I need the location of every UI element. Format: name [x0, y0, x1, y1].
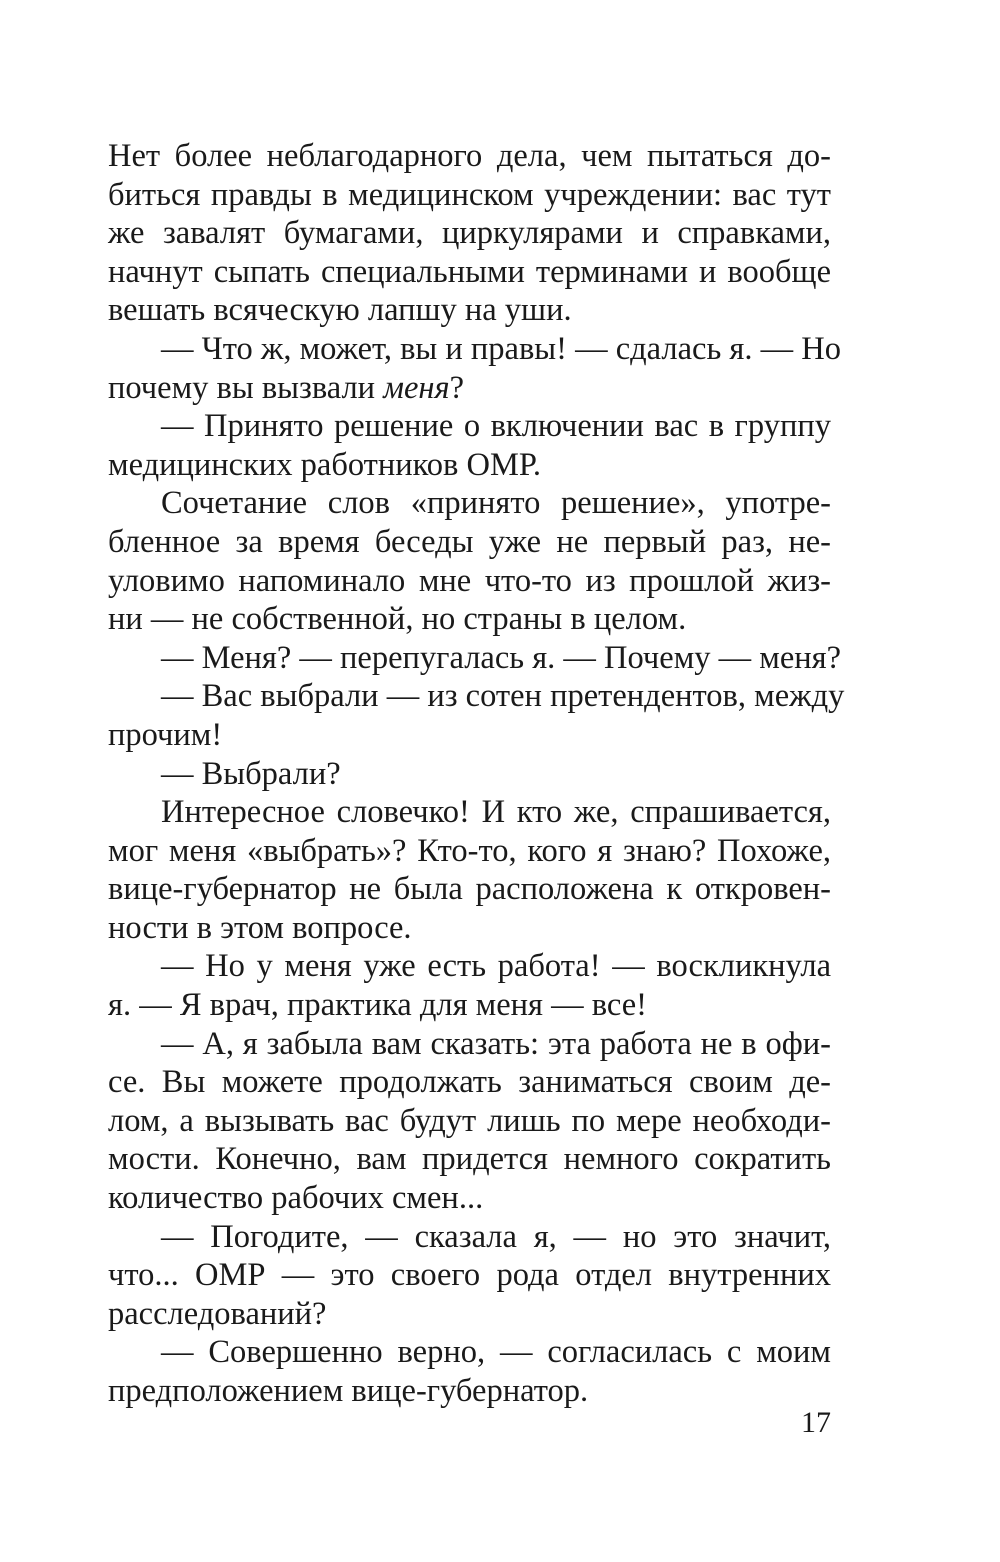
text-line: биться правды в медицинском учреждении: вас тут	[108, 176, 831, 213]
text-line: — Погодите, — сказала я, — но это значит,	[161, 1218, 831, 1255]
text-line: уловимо напоминало мне что-то из прошлой жиз-	[108, 562, 831, 599]
text-line: что... ОМР — это своего рода отдел внутренних	[108, 1257, 831, 1294]
text-line: же завалят бумагами, циркулярами и справками,	[108, 215, 831, 252]
text-line: медицинских работников ОМР.	[108, 446, 542, 483]
text-line: — Но у меня уже есть работа! — воскликнула	[161, 948, 831, 985]
text-segment: ?	[449, 369, 465, 406]
italic-word: меня	[383, 369, 450, 406]
text-line: вешать всяческую лапшу на уши.	[108, 292, 572, 329]
text-line: Нет более неблагодарного дела, чем пытаться до-	[108, 138, 831, 174]
page-number: 17	[801, 1406, 831, 1439]
text-line: количество рабочих смен...	[108, 1180, 484, 1217]
text-line: — Принято решение о включении вас в группу	[161, 408, 831, 445]
text-line: — Совершенно верно, — согласилась с моим	[161, 1334, 831, 1371]
text-line: я. — Я врач, практика для меня — все!	[108, 987, 647, 1024]
text-line: — Что ж, может, вы и правы! — сдалась я. — Но	[161, 330, 841, 367]
text-line: — Выбрали?	[161, 755, 341, 792]
text-line: предположением вице-губернатор.	[108, 1373, 589, 1409]
text-line: — Меня? — перепугалась я. — Почему — меня?	[161, 639, 842, 676]
page-text	[108, 137, 845, 1411]
text-line: се. Вы можете продолжать заниматься своим де-	[108, 1064, 831, 1101]
text-segment: почему вы вызвали	[108, 369, 384, 406]
text-line: Интересное словечко! И кто же, спрашивается,	[161, 794, 831, 831]
text-line: лом, а вызывать вас будут лишь по мере необходи-	[108, 1102, 831, 1139]
text-line: ности в этом вопросе.	[108, 909, 412, 946]
text-line: прочим!	[108, 716, 223, 753]
text-line: мог меня «выбрать»? Кто-то, кого я знаю? Похоже,	[108, 832, 831, 869]
text-line: Сочетание слов «принято решение», употре-	[161, 485, 831, 522]
text-line: — А, я забыла вам сказать: эта работа не в офи-	[161, 1025, 831, 1062]
text-line: мости. Конечно, вам придется немного сократить	[108, 1141, 831, 1178]
text-line: начнут сыпать специальными терминами и вообще	[108, 253, 831, 290]
text-line: расследований?	[108, 1295, 327, 1332]
text-line: вице-губернатор не была расположена к откровен-	[108, 871, 831, 908]
text-line: бленное за время беседы уже не первый раз, не-	[108, 523, 831, 560]
text-line: — Вас выбрали — из сотен претендентов, между	[161, 678, 845, 715]
text-line	[108, 369, 831, 408]
text-line: ни — не собственной, но страны в целом.	[108, 601, 687, 638]
